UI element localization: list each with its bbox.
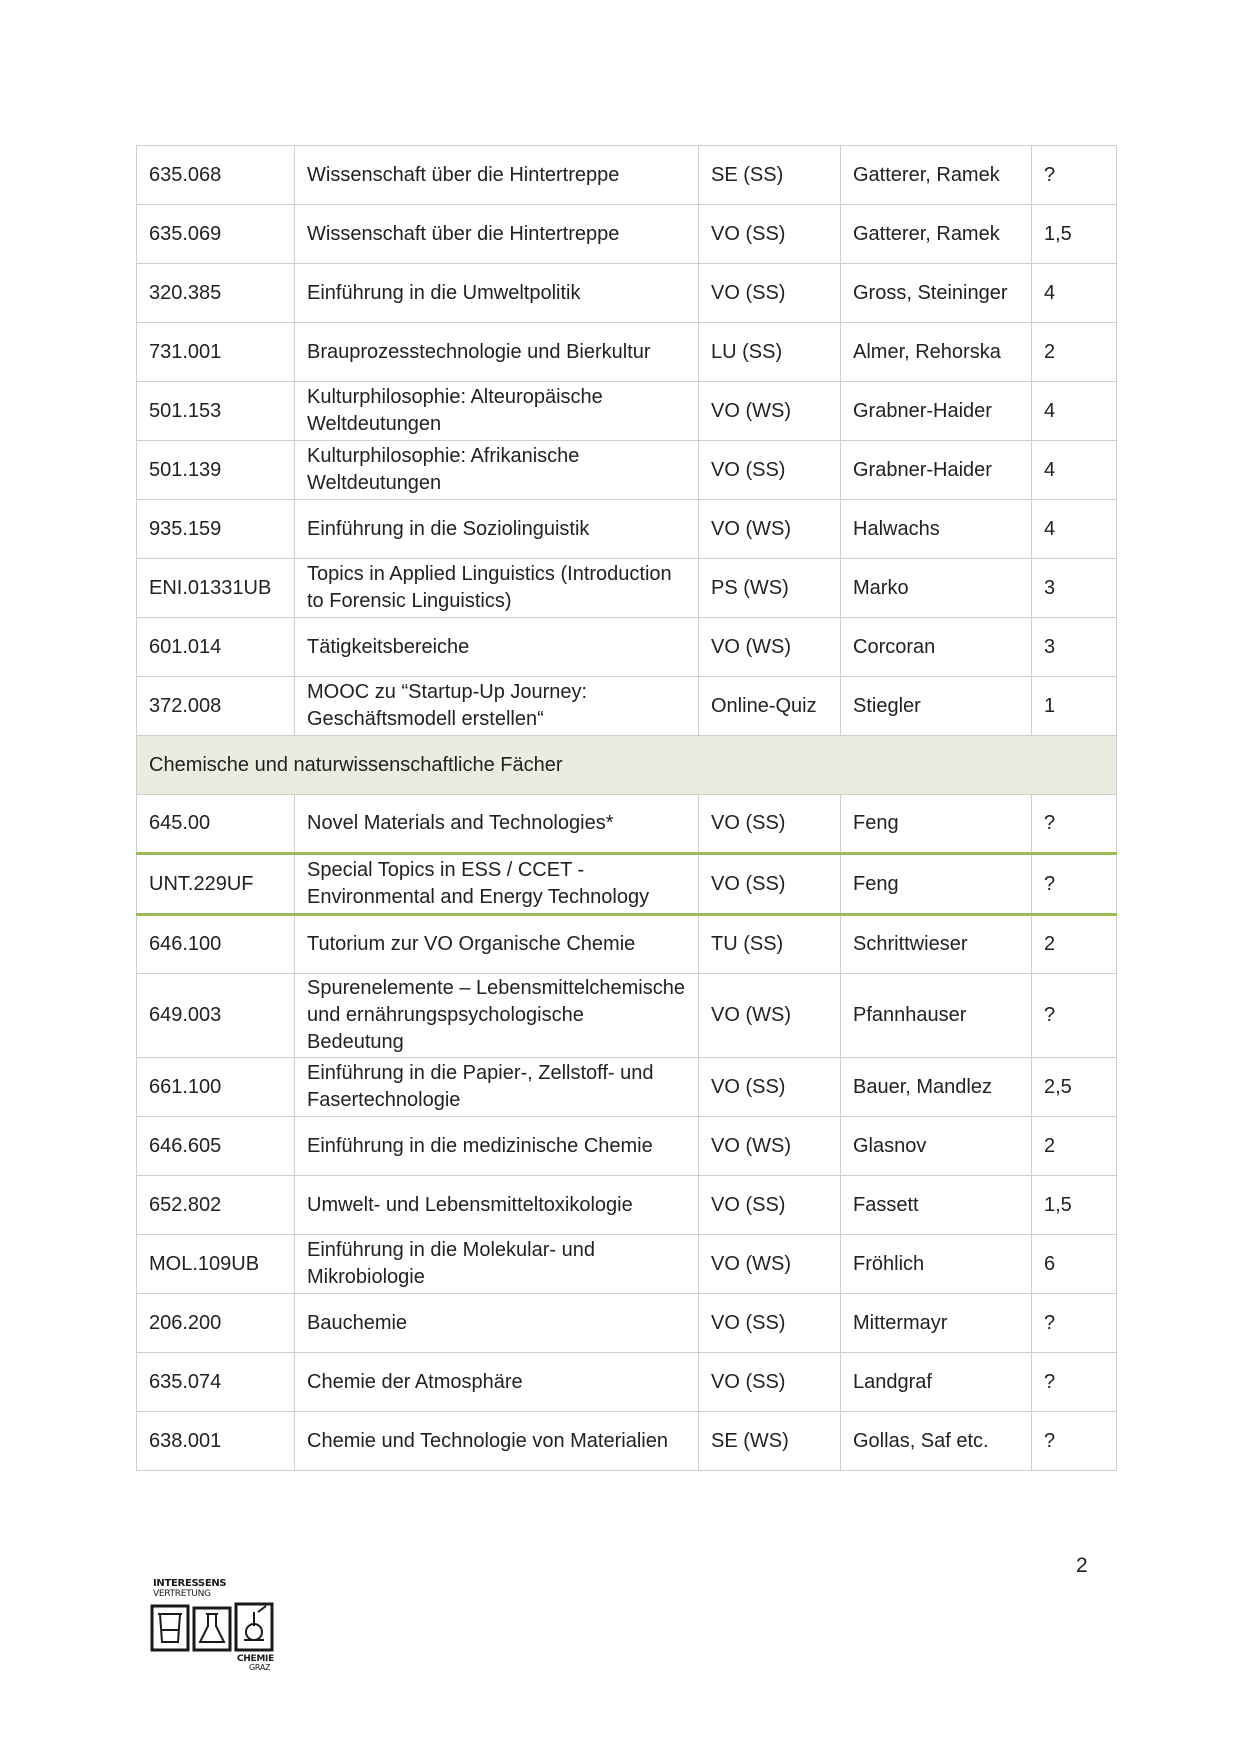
cell-title: Wissenschaft über die Hintertreppe (295, 146, 699, 205)
cell-format: SE (WS) (699, 1412, 841, 1471)
cell-format: VO (SS) (699, 854, 841, 915)
cell-title: Wissenschaft über die Hintertreppe (295, 205, 699, 264)
table-row (137, 618, 1117, 677)
cell-lecturer: Landgraf (841, 1353, 1032, 1412)
cell-ects: ? (1032, 1353, 1117, 1412)
cell-format: VO (WS) (699, 500, 841, 559)
cell-lecturer: Feng (841, 854, 1032, 915)
cell-ects: 1 (1032, 677, 1117, 736)
cell-format: LU (SS) (699, 323, 841, 382)
table-row (137, 1353, 1117, 1412)
cell-format: VO (SS) (699, 264, 841, 323)
cell-lecturer: Gatterer, Ramek (841, 146, 1032, 205)
cell-title: Spurenelemente – Lebensmittelchemische und ernährungspsychologische Bedeutung (295, 974, 699, 1058)
cell-code: 206.200 (137, 1294, 295, 1353)
cell-ects: 2,5 (1032, 1058, 1117, 1117)
cell-ects: 2 (1032, 1117, 1117, 1176)
cell-code: 635.068 (137, 146, 295, 205)
section-label: Chemische und naturwissenschaftliche Fächer (137, 736, 1117, 795)
cell-code: 645.00 (137, 795, 295, 854)
cell-code: 635.074 (137, 1353, 295, 1412)
cell-code: 646.605 (137, 1117, 295, 1176)
cell-title: Tutorium zur VO Organische Chemie (295, 915, 699, 974)
cell-title: Brauprozesstechnologie und Bierkultur (295, 323, 699, 382)
cell-title: Kulturphilosophie: Alteuropäische Weltdeutungen (295, 382, 699, 441)
table-row (137, 500, 1117, 559)
cell-code: 601.014 (137, 618, 295, 677)
cell-code: 372.008 (137, 677, 295, 736)
cell-lecturer: Gollas, Saf etc. (841, 1412, 1032, 1471)
cell-lecturer: Halwachs (841, 500, 1032, 559)
cell-lecturer: Gross, Steininger (841, 264, 1032, 323)
cell-title: Bauchemie (295, 1294, 699, 1353)
cell-title: Einführung in die Umweltpolitik (295, 264, 699, 323)
cell-code: 320.385 (137, 264, 295, 323)
section-header-row (137, 736, 1117, 795)
cell-ects: ? (1032, 854, 1117, 915)
cell-code: 731.001 (137, 323, 295, 382)
cell-title: Chemie und Technologie von Materialien (295, 1412, 699, 1471)
cell-ects: ? (1032, 795, 1117, 854)
cell-title: MOOC zu “Startup-Up Journey: Geschäftsmodell erstellen“ (295, 677, 699, 736)
cell-ects: 4 (1032, 500, 1117, 559)
cell-lecturer: Bauer, Mandlez (841, 1058, 1032, 1117)
cell-format: VO (WS) (699, 1117, 841, 1176)
cell-title: Umwelt- und Lebensmitteltoxikologie (295, 1176, 699, 1235)
cell-ects: 4 (1032, 441, 1117, 500)
cell-title: Einführung in die medizinische Chemie (295, 1117, 699, 1176)
cell-format: PS (WS) (699, 559, 841, 618)
table-row (137, 974, 1117, 1058)
cell-format: VO (SS) (699, 795, 841, 854)
cell-lecturer: Schrittwieser (841, 915, 1032, 974)
cell-code: 935.159 (137, 500, 295, 559)
cell-lecturer: Stiegler (841, 677, 1032, 736)
cell-code: ENI.01331UB (137, 559, 295, 618)
cell-code: 501.139 (137, 441, 295, 500)
cell-title: Chemie der Atmosphäre (295, 1353, 699, 1412)
cell-ects: 4 (1032, 264, 1117, 323)
cell-format: Online-Quiz (699, 677, 841, 736)
cell-ects: 1,5 (1032, 205, 1117, 264)
course-table (136, 145, 1117, 1471)
cell-format: VO (SS) (699, 1176, 841, 1235)
cell-format: VO (SS) (699, 441, 841, 500)
cell-code: 646.100 (137, 915, 295, 974)
table-row (137, 1058, 1117, 1117)
cell-ects: 2 (1032, 323, 1117, 382)
cell-code: 501.153 (137, 382, 295, 441)
cell-ects: 4 (1032, 382, 1117, 441)
table-row (137, 264, 1117, 323)
table-row (137, 1412, 1117, 1471)
cell-lecturer: Corcoran (841, 618, 1032, 677)
cell-lecturer: Almer, Rehorska (841, 323, 1032, 382)
table-row (137, 1117, 1117, 1176)
cell-lecturer: Mittermayr (841, 1294, 1032, 1353)
cell-format: VO (WS) (699, 618, 841, 677)
cell-ects: 6 (1032, 1235, 1117, 1294)
cell-lecturer: Feng (841, 795, 1032, 854)
cell-lecturer: Grabner-Haider (841, 441, 1032, 500)
lab-glassware-icon (150, 1600, 276, 1656)
cell-format: TU (SS) (699, 915, 841, 974)
table-row (137, 677, 1117, 736)
cell-ects: 1,5 (1032, 1176, 1117, 1235)
cell-code: MOL.109UB (137, 1235, 295, 1294)
cell-format: VO (SS) (699, 1058, 841, 1117)
table-row (137, 382, 1117, 441)
cell-format: SE (SS) (699, 146, 841, 205)
table-row (137, 205, 1117, 264)
cell-title: Einführung in die Papier-, Zellstoff- und Fasertechnologie (295, 1058, 699, 1117)
table-row (137, 559, 1117, 618)
logo-text-line2: VERTRETUNG (153, 1589, 211, 1599)
cell-lecturer: Pfannhauser (841, 974, 1032, 1058)
table-row (137, 1235, 1117, 1294)
cell-code: 649.003 (137, 974, 295, 1058)
cell-title: Novel Materials and Technologies* (295, 795, 699, 854)
cell-ects: ? (1032, 1412, 1117, 1471)
cell-title: Kulturphilosophie: Afrikanische Weltdeutungen (295, 441, 699, 500)
cell-format: VO (SS) (699, 1353, 841, 1412)
course-table-body (137, 146, 1117, 1471)
cell-ects: 3 (1032, 618, 1117, 677)
cell-format: VO (SS) (699, 1294, 841, 1353)
cell-lecturer: Grabner-Haider (841, 382, 1032, 441)
cell-title: Einführung in die Soziolinguistik (295, 500, 699, 559)
cell-ects: ? (1032, 146, 1117, 205)
cell-ects: ? (1032, 974, 1117, 1058)
cell-lecturer: Marko (841, 559, 1032, 618)
cell-lecturer: Glasnov (841, 1117, 1032, 1176)
cell-title: Einführung in die Molekular- und Mikrobiologie (295, 1235, 699, 1294)
cell-code: 652.802 (137, 1176, 295, 1235)
page-number: 2 (1076, 1554, 1088, 1577)
cell-title: Topics in Applied Linguistics (Introduction to Forensic Linguistics) (295, 559, 699, 618)
cell-code: UNT.229UF (137, 854, 295, 915)
logo-text-line4: GRAZ (249, 1663, 271, 1672)
cell-lecturer: Fassett (841, 1176, 1032, 1235)
cell-format: VO (WS) (699, 1235, 841, 1294)
cell-code: 638.001 (137, 1412, 295, 1471)
cell-code: 635.069 (137, 205, 295, 264)
interessensvertretung-logo (150, 1578, 280, 1672)
table-row (137, 854, 1117, 915)
logo-text-line3: CHEMIE (237, 1654, 274, 1664)
table-row (137, 795, 1117, 854)
cell-title: Special Topics in ESS / CCET - Environmental and Energy Technology (295, 854, 699, 915)
table-row (137, 1176, 1117, 1235)
table-row (137, 441, 1117, 500)
table-row (137, 323, 1117, 382)
table-row (137, 915, 1117, 974)
cell-lecturer: Fröhlich (841, 1235, 1032, 1294)
cell-ects: 2 (1032, 915, 1117, 974)
cell-code: 661.100 (137, 1058, 295, 1117)
logo-text-line1: INTERESSENS (153, 1578, 227, 1589)
cell-title: Tätigkeitsbereiche (295, 618, 699, 677)
cell-format: VO (SS) (699, 205, 841, 264)
table-row (137, 1294, 1117, 1353)
cell-ects: ? (1032, 1294, 1117, 1353)
cell-format: VO (WS) (699, 382, 841, 441)
cell-ects: 3 (1032, 559, 1117, 618)
cell-lecturer: Gatterer, Ramek (841, 205, 1032, 264)
table-row (137, 146, 1117, 205)
cell-format: VO (WS) (699, 974, 841, 1058)
